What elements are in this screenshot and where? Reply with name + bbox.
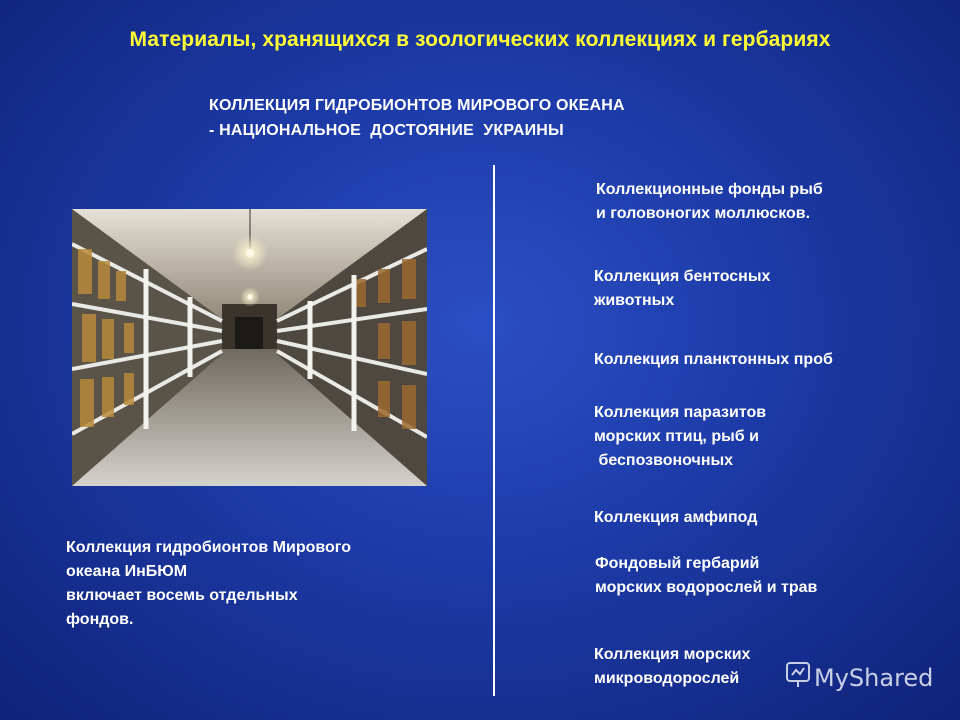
description-line: фондов. bbox=[66, 611, 134, 628]
description-line: океана ИнБЮМ bbox=[66, 563, 188, 580]
description-line: Коллекция гидробионтов Мирового bbox=[66, 539, 351, 556]
collection-item-line: беспозвоночных bbox=[594, 452, 734, 469]
collection-item-line: морских птиц, рыб и bbox=[594, 428, 759, 445]
collection-item-microalgae bbox=[594, 643, 750, 691]
collection-item-benthos bbox=[594, 265, 770, 313]
watermark bbox=[786, 662, 933, 693]
slide-title: Материалы, хранящихся в зоологических коллекциях и гербариях bbox=[129, 28, 831, 51]
description-line: включает восемь отдельных bbox=[66, 587, 298, 604]
collection-item-line: Коллекция паразитов bbox=[594, 404, 767, 421]
collection-item-line: Коллекционные фонды рыб bbox=[596, 181, 823, 198]
collection-storage-photo bbox=[72, 209, 427, 486]
collection-item-line: и головоногих моллюсков. bbox=[596, 205, 811, 222]
collection-item-amphipods bbox=[594, 506, 757, 530]
subtitle-line: - НАЦИОНАЛЬНОЕ ДОСТОЯНИЕ УКРАИНЫ bbox=[209, 122, 564, 139]
watermark-text: MyShared bbox=[814, 663, 934, 692]
slide-subtitle bbox=[209, 93, 625, 143]
collection-description bbox=[66, 536, 466, 632]
collection-item-line: Коллекция планктонных проб bbox=[594, 351, 833, 368]
slideshow-logo-icon bbox=[786, 662, 810, 693]
vertical-divider bbox=[493, 165, 495, 696]
collection-item-line: животных bbox=[594, 292, 675, 309]
collection-item-herbarium bbox=[595, 552, 817, 600]
collection-item-line: Фондовый гербарий bbox=[595, 555, 760, 572]
collection-item-parasites bbox=[594, 401, 766, 473]
collection-item-line: Коллекция амфипод bbox=[594, 509, 758, 526]
collection-item-line: Коллекция морских bbox=[594, 646, 751, 663]
collection-item-plankton bbox=[594, 348, 833, 372]
collection-item-fish bbox=[596, 178, 823, 226]
collection-item-line: микроводорослей bbox=[594, 670, 740, 687]
collection-item-line: морских водорослей и трав bbox=[595, 579, 818, 596]
collection-item-line: Коллекция бентосных bbox=[594, 268, 771, 285]
subtitle-line: КОЛЛЕКЦИЯ ГИДРОБИОНТОВ МИРОВОГО ОКЕАНА bbox=[209, 97, 625, 114]
